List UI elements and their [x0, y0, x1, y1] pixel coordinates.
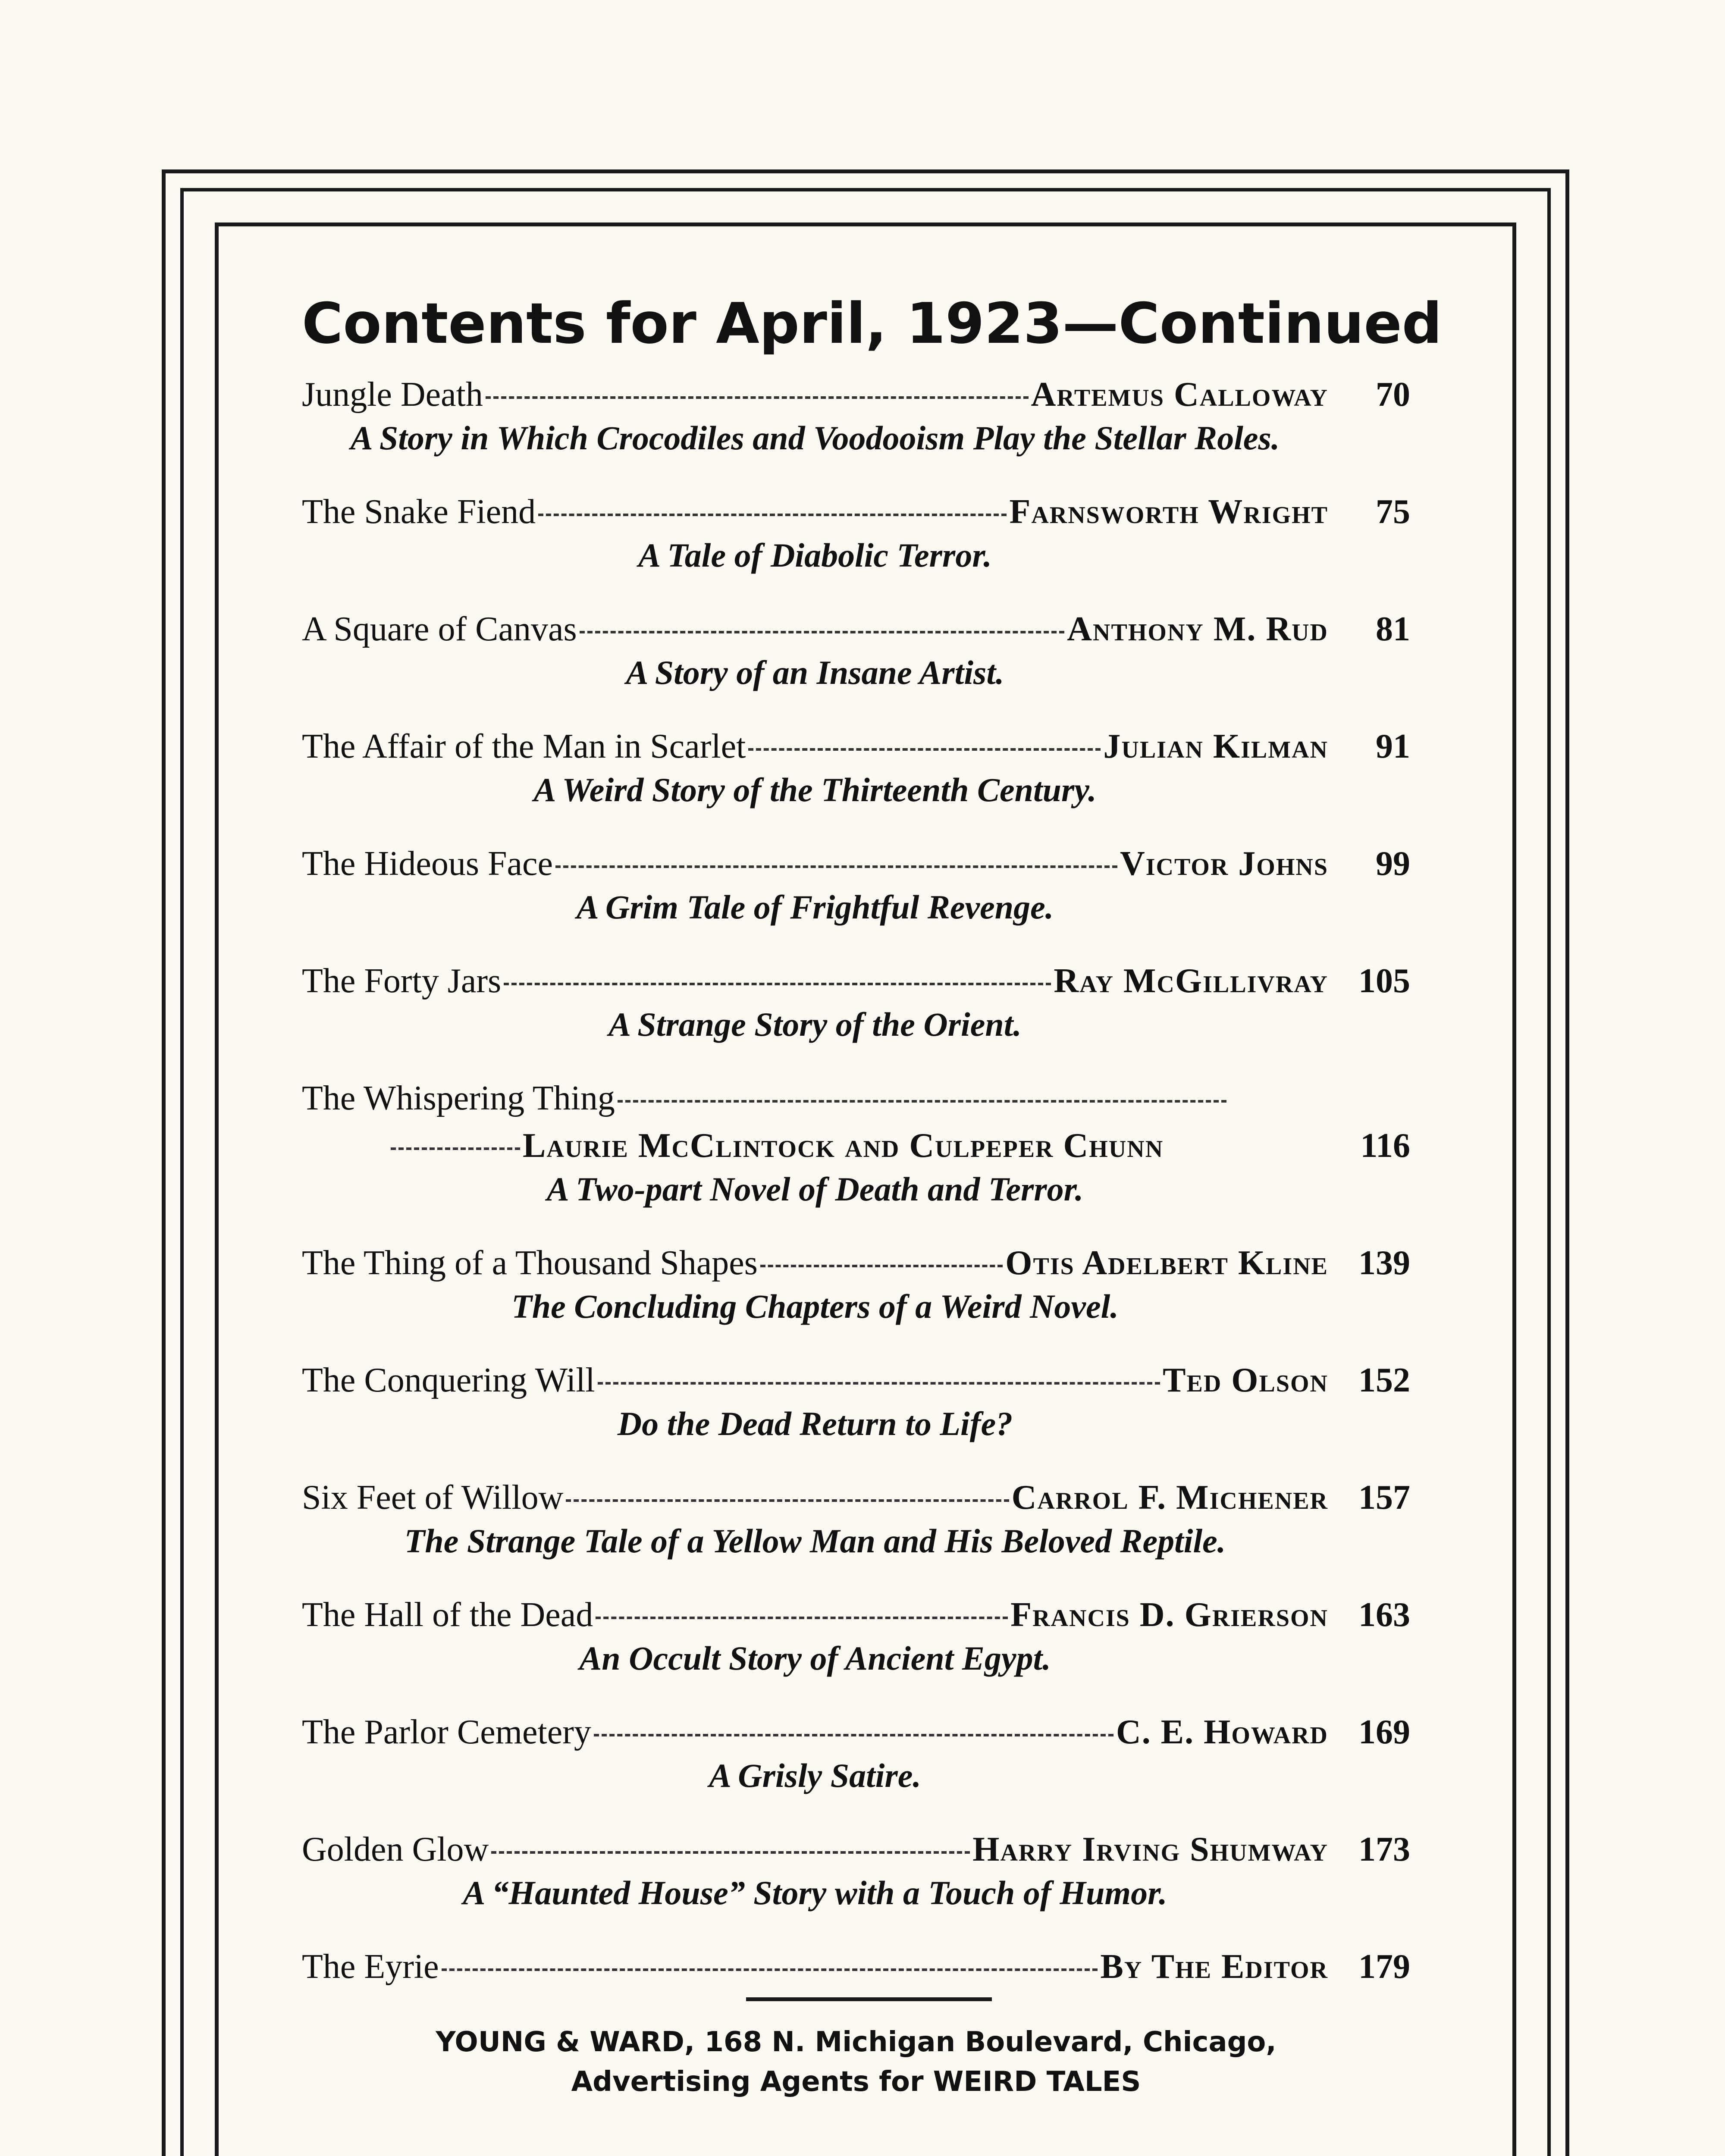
toc-entry-hall-of-the-dead — [302, 1591, 1410, 1678]
toc-entry-jungle-death — [302, 371, 1410, 458]
entry-title: The Parlor Cemetery — [302, 1713, 591, 1751]
entry-page: 105 — [1358, 962, 1410, 1000]
entry-author: By The Editor — [1100, 1948, 1328, 1986]
dot-leader — [491, 1851, 970, 1854]
entry-subtitle: A Story in Which Crocodiles and Voodooism Play the Stellar Roles. — [350, 419, 1280, 457]
entry-page: 99 — [1376, 845, 1410, 883]
toc-entry-the-eyrie — [302, 1943, 1410, 1990]
dot-leader — [594, 1734, 1113, 1736]
footer-line-2: Advertising Agents for WEIRD TALES — [571, 2066, 1141, 2098]
dot-leader — [618, 1100, 1226, 1103]
entry-page: 116 — [1360, 1127, 1410, 1165]
entry-title: The Eyrie — [302, 1948, 439, 1986]
advertising-footer — [302, 2022, 1410, 2102]
page-title: Contents for April, 1923—Continued — [302, 291, 1442, 356]
entry-title: The Hideous Face — [302, 845, 553, 883]
entry-page: 139 — [1358, 1244, 1410, 1282]
entry-title: Six Feet of Willow — [302, 1479, 564, 1517]
entry-title: The Hall of the Dead — [302, 1596, 593, 1634]
entry-subtitle: A Grim Tale of Frightful Revenge. — [576, 888, 1054, 926]
entry-author: Anthony M. Rud — [1067, 610, 1328, 648]
entry-author: Victor Johns — [1120, 845, 1328, 883]
entry-author: Otis Adelbert Kline — [1005, 1244, 1328, 1282]
toc-entry-hideous-face — [302, 840, 1410, 927]
dot-leader — [566, 1499, 1009, 1502]
toc-entry-six-feet-of-willow — [302, 1474, 1410, 1561]
dot-leader — [538, 514, 1007, 516]
entry-title: The Whispering Thing — [302, 1079, 615, 1117]
entry-page: 157 — [1358, 1479, 1410, 1517]
dot-leader — [486, 396, 1029, 399]
entry-subtitle: A Tale of Diabolic Terror. — [638, 536, 992, 574]
entry-author: Laurie McClintock and Culpeper Chunn — [523, 1127, 1164, 1165]
entry-subtitle: A Grisly Satire. — [709, 1757, 921, 1794]
entry-author: Ted Olson — [1163, 1361, 1328, 1399]
toc-entry-parlor-cemetery — [302, 1708, 1410, 1796]
entry-author: C. E. Howard — [1116, 1713, 1328, 1751]
entry-author: Julian Kilman — [1103, 727, 1328, 765]
dot-leader — [555, 865, 1117, 868]
entry-title: The Conquering Will — [302, 1361, 595, 1399]
dot-leader — [748, 748, 1101, 751]
entry-subtitle: A Two-part Novel of Death and Terror. — [546, 1170, 1084, 1208]
toc-entry-man-in-scarlet — [302, 723, 1410, 810]
entry-subtitle: The Concluding Chapters of a Weird Novel. — [511, 1288, 1119, 1325]
entry-page: 163 — [1358, 1596, 1410, 1634]
dot-leader — [504, 983, 1051, 985]
toc-entry-whispering-thing — [302, 1075, 1410, 1209]
entry-page: 173 — [1358, 1830, 1410, 1868]
entry-page: 81 — [1376, 610, 1410, 648]
entry-page: 179 — [1358, 1948, 1410, 1986]
dot-leader — [442, 1968, 1098, 1971]
entry-title: The Snake Fiend — [302, 493, 536, 531]
table-of-contents — [302, 371, 1410, 2021]
toc-entry-conquering-will — [302, 1357, 1410, 1444]
entry-title: A Square of Canvas — [302, 610, 577, 648]
entry-subtitle: Do the Dead Return to Life? — [617, 1405, 1013, 1442]
entry-subtitle: A “Haunted House” Story with a Touch of Humor. — [463, 1874, 1167, 1912]
entry-title: The Affair of the Man in Scarlet — [302, 727, 746, 765]
entry-subtitle: A Strange Story of the Orient. — [608, 1006, 1022, 1043]
toc-entry-square-of-canvas — [302, 605, 1410, 693]
entry-title: Golden Glow — [302, 1830, 489, 1868]
dot-leader — [391, 1147, 520, 1150]
entry-page: 75 — [1376, 493, 1410, 531]
toc-entry-thousand-shapes — [302, 1239, 1410, 1326]
entry-subtitle: A Weird Story of the Thirteenth Century. — [533, 771, 1097, 808]
entry-subtitle: An Occult Story of Ancient Egypt. — [579, 1639, 1051, 1677]
entry-author: Francis D. Grierson — [1010, 1596, 1328, 1634]
dot-leader — [580, 631, 1065, 633]
entry-page: 152 — [1358, 1361, 1410, 1399]
entry-subtitle: The Strange Tale of a Yellow Man and His Beloved Reptile. — [404, 1522, 1226, 1560]
footer-divider — [746, 1997, 992, 2001]
entry-page: 70 — [1376, 376, 1410, 414]
entry-title: The Forty Jars — [302, 962, 502, 1000]
entry-title: The Thing of a Thousand Shapes — [302, 1244, 758, 1282]
dot-leader — [760, 1265, 1003, 1267]
entry-author: Carrol F. Michener — [1011, 1479, 1328, 1517]
dot-leader — [598, 1382, 1160, 1385]
toc-entry-snake-fiend — [302, 488, 1410, 575]
entry-author: Artemus Calloway — [1031, 376, 1328, 414]
dot-leader — [596, 1617, 1008, 1619]
entry-subtitle: A Story of an Insane Artist. — [626, 654, 1004, 691]
entry-author: Farnsworth Wright — [1009, 493, 1328, 531]
entry-author: Harry Irving Shumway — [972, 1830, 1328, 1868]
toc-entry-golden-glow — [302, 1826, 1410, 1913]
entry-author: Ray McGillivray — [1054, 962, 1328, 1000]
entry-title: Jungle Death — [302, 376, 483, 414]
entry-page: 91 — [1376, 727, 1410, 765]
footer-line-1: YOUNG & WARD, 168 N. Michigan Boulevard, Chicago, — [436, 2026, 1276, 2058]
toc-entry-forty-jars — [302, 957, 1410, 1044]
entry-page: 169 — [1358, 1713, 1410, 1751]
